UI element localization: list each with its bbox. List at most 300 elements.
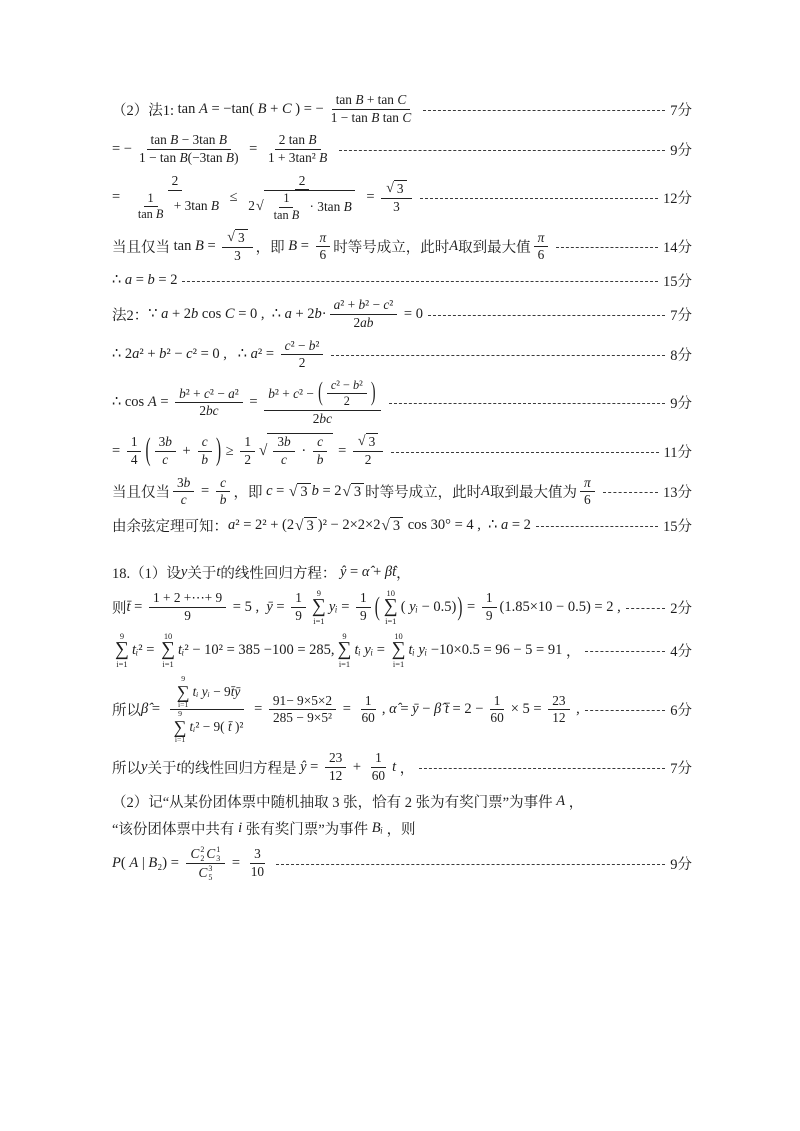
sum-limit: 9 (181, 674, 186, 684)
sigma-icon: ∑ (337, 639, 352, 661)
math-variable: tᵢ (189, 719, 196, 735)
math-run (354, 642, 388, 659)
math-token: 3 (396, 181, 404, 197)
summation (177, 675, 190, 709)
math-variable: t (216, 564, 221, 581)
math-run (500, 599, 621, 616)
math-line (112, 297, 692, 331)
math-token: 1 (375, 750, 382, 766)
dash-leader (585, 651, 665, 652)
fraction (327, 378, 367, 410)
math-variable: b (353, 378, 360, 393)
math-run (170, 238, 219, 255)
math-run (190, 719, 244, 736)
math-document (112, 86, 692, 889)
math-token: 3 (306, 517, 314, 534)
math-token: 1 (283, 191, 290, 206)
math-token: = (250, 701, 266, 718)
score-label: 8分 (670, 348, 692, 365)
math-token: 6 (583, 492, 591, 508)
math-token: 9 (295, 608, 302, 624)
line-content (112, 229, 551, 264)
math-token: 2 (278, 132, 289, 148)
combination-base: C (206, 845, 216, 861)
math-run (313, 411, 332, 428)
math-run (202, 434, 208, 451)
math-variable: b (219, 492, 227, 508)
math-variable: a (250, 346, 258, 363)
math-token: ² (234, 385, 239, 401)
fraction (127, 434, 142, 468)
sqrt (259, 433, 333, 468)
math-token: + (178, 442, 195, 459)
math-token: )² (231, 719, 244, 735)
math-run (553, 793, 569, 810)
math-run (162, 452, 168, 469)
math-token: 2 (298, 172, 306, 188)
math-run (148, 191, 154, 206)
math-run (404, 517, 531, 534)
math-run (127, 599, 146, 616)
math-token: − 9 (209, 683, 231, 699)
math-variable: A (129, 855, 139, 872)
radical-icon: √ (227, 229, 235, 245)
math-line (112, 475, 692, 509)
math-variable: π (583, 474, 591, 490)
math-variable: b (358, 297, 366, 313)
math-token: 2 (353, 315, 361, 331)
math-token: = 5 , (229, 599, 267, 616)
fraction (313, 434, 328, 468)
math-variable: c (201, 433, 208, 449)
math-token: ² (389, 297, 394, 313)
fraction (486, 693, 507, 727)
dash-leader (585, 710, 665, 711)
math-token: = (203, 238, 220, 255)
line-content (112, 338, 326, 372)
score-label: 7分 (670, 308, 692, 325)
math-token: + (369, 564, 385, 581)
math-run (299, 173, 306, 190)
math-variable: a (228, 385, 235, 401)
math-token: ² − 10² = 385 −100 = 285, (184, 642, 335, 659)
math-run (281, 452, 287, 469)
math-token: + (363, 92, 378, 107)
math-variable: t̄ (444, 701, 449, 718)
math-variable: yᵢ (364, 642, 374, 659)
summation (312, 589, 326, 626)
math-token: 3 (158, 433, 166, 449)
text-run: 取到最大值为 (489, 485, 577, 502)
math-run (336, 564, 396, 581)
math-variable: c (266, 483, 273, 500)
text-run: ， (396, 566, 411, 583)
math-line (112, 515, 692, 536)
text-run: 当且仅当 (112, 485, 170, 502)
numerator (127, 434, 142, 452)
math-token: ² − (336, 378, 354, 393)
combination-scripts (216, 845, 220, 863)
math-token: · (321, 306, 327, 323)
combination-superscript: 3 (208, 864, 213, 874)
math-variable: a (161, 306, 169, 323)
line-content (112, 818, 416, 839)
score-label: 2分 (670, 601, 692, 618)
math-variable: ab (360, 315, 374, 331)
math-token: · 3 (306, 198, 324, 214)
fraction (167, 675, 248, 744)
math-token: tan (231, 100, 250, 117)
math-run (365, 452, 372, 469)
math-variable: c (330, 378, 337, 393)
math-variable: yᵢ (328, 599, 338, 616)
math-token: ) (234, 150, 239, 166)
math-variable: yᵢ (409, 599, 418, 616)
math-token: = (334, 442, 350, 459)
denominator (389, 199, 404, 216)
math-token: ∵ (148, 306, 162, 323)
numerator (240, 434, 255, 452)
math-variable: B (170, 132, 179, 148)
math-token: ² = 2² + (2 (235, 517, 295, 534)
line-content (112, 589, 621, 626)
math-run (312, 483, 342, 500)
math-run (112, 394, 172, 411)
math-variable: B (210, 198, 220, 214)
math-token: 2 (298, 355, 306, 371)
score-label: 4分 (670, 644, 692, 661)
denominator (247, 864, 268, 881)
summation (161, 632, 175, 669)
summation (338, 632, 352, 669)
math-variable: B (308, 132, 317, 148)
math-run (250, 701, 265, 718)
fraction (281, 338, 324, 372)
math-variable: a (333, 297, 341, 313)
math-run (317, 434, 323, 451)
math-token: 3 (353, 483, 362, 500)
math-run (246, 141, 261, 158)
math-variable: A (449, 238, 459, 255)
numerator (381, 180, 411, 199)
math-token: = (373, 642, 389, 659)
math-variable: c (180, 492, 187, 508)
math-run (573, 701, 580, 718)
math-run (238, 230, 245, 247)
math-token: tan (137, 207, 153, 222)
math-token: ² (359, 378, 363, 393)
math-run (131, 434, 138, 451)
math-run (334, 297, 394, 314)
math-run (234, 248, 241, 265)
math-run (320, 230, 327, 247)
math-variable: π (537, 229, 545, 245)
math-token: = (112, 189, 124, 206)
sigma-icon: ∑ (311, 596, 326, 618)
sqrt (381, 517, 403, 535)
math-token: ² − (209, 385, 229, 401)
math-run (372, 768, 385, 785)
sum-limit: 10 (163, 632, 173, 642)
denominator (358, 710, 379, 727)
math-token: 3 (234, 247, 241, 263)
math-run (112, 346, 278, 363)
math-token: 1 (147, 190, 154, 205)
math-variable: t̄ (126, 599, 131, 616)
fraction (327, 92, 416, 126)
dash-leader (339, 150, 665, 151)
math-variable: B (194, 238, 204, 255)
math-run (172, 173, 179, 190)
math-token: 1 − (330, 109, 352, 125)
math-run (220, 475, 226, 492)
math-token: = (463, 599, 479, 616)
denominator (127, 452, 142, 469)
dash-leader (603, 492, 658, 493)
fraction (197, 434, 212, 468)
math-token: = (197, 483, 213, 500)
fraction (325, 750, 346, 784)
math-token: , (381, 701, 390, 718)
big-paren: ( (374, 592, 380, 622)
math-run (181, 492, 187, 509)
denominator (368, 768, 389, 785)
math-run (178, 642, 334, 659)
math-token: tan (150, 132, 167, 148)
summation (174, 710, 187, 744)
denominator (167, 710, 248, 744)
math-token: × 5 = (510, 701, 546, 718)
math-token: 3 (368, 434, 376, 450)
math-token: + 2 (168, 306, 192, 323)
math-token: ² + (274, 385, 294, 401)
fraction (149, 590, 226, 624)
sum-limit: i=1 (162, 659, 174, 669)
math-token: = 2 (154, 272, 178, 289)
math-token: tan (199, 132, 216, 148)
score-label: 15分 (663, 519, 692, 536)
math-run (193, 684, 241, 701)
math-token: 23 (328, 750, 343, 766)
sum-limit: 9 (178, 709, 183, 719)
math-variable: B (371, 109, 380, 125)
math-token: 3 (237, 230, 245, 246)
math-run (228, 517, 294, 534)
denominator (195, 403, 222, 420)
math-token: ² − (166, 346, 187, 363)
math-variable: B (179, 150, 188, 166)
text-run: 由余弦定理可知： (112, 519, 228, 536)
math-run (151, 132, 227, 149)
numerator (371, 750, 386, 768)
math-variable: C (397, 92, 407, 107)
math-token: + (266, 100, 282, 117)
math-run (538, 230, 545, 247)
math-variable: t̄ȳ (230, 683, 241, 699)
math-token: tan (206, 150, 223, 166)
math-token: ² + (139, 346, 160, 363)
math-token: 1 (295, 590, 302, 606)
denominator (158, 452, 172, 469)
math-token: − 0.5) (417, 599, 457, 616)
score-label: 9分 (670, 857, 692, 874)
dash-leader (420, 198, 658, 199)
math-variable: ŷ (300, 759, 307, 776)
math-run (511, 701, 545, 718)
sum-limit: i=1 (392, 659, 405, 669)
math-token: = 0 , ∴ (234, 306, 285, 323)
combination-symbol (206, 845, 220, 863)
sum-limit: i=1 (313, 616, 325, 626)
text-run: ， (568, 794, 584, 811)
math-token: ≤ (226, 189, 242, 206)
math-variable: B (155, 207, 164, 222)
fraction (291, 590, 306, 624)
math-token: 9 (184, 608, 191, 624)
math-run (463, 599, 478, 616)
math-token: = (148, 701, 164, 718)
score-label: 9分 (670, 143, 692, 160)
math-token: tan (191, 198, 208, 214)
math-variable: β̂t (384, 564, 397, 581)
math-run (254, 846, 261, 863)
math-run (112, 443, 124, 460)
math-variable: ȳ (266, 599, 273, 616)
math-variable: c (281, 452, 287, 468)
math-run (273, 710, 332, 727)
math-run (283, 191, 289, 206)
sum-limit: i=1 (178, 699, 189, 709)
math-variable: yᵢ (418, 642, 428, 659)
numerator (186, 845, 226, 864)
math-run (334, 443, 349, 460)
math-variable: A (199, 100, 208, 117)
denominator (534, 247, 549, 264)
fraction (269, 693, 336, 727)
math-variable: tᵢ (192, 683, 199, 699)
math-token: tan (159, 150, 177, 166)
math-run (178, 101, 324, 118)
math-variable: A (147, 394, 157, 411)
math-token: ² = (257, 346, 278, 363)
math-token: ) = − (291, 100, 324, 117)
fraction (548, 693, 569, 727)
line-content (112, 173, 415, 223)
math-run (277, 434, 290, 451)
math-run (375, 750, 382, 767)
math-token: 2 (248, 198, 255, 214)
summation (392, 632, 406, 669)
math-run (273, 693, 332, 710)
fraction (356, 590, 371, 624)
math-run (362, 710, 375, 727)
line-content (112, 675, 580, 744)
math-token: − 3 (178, 132, 200, 148)
math-token: 60 (371, 768, 386, 784)
denominator (135, 150, 243, 167)
dash-leader (182, 281, 658, 282)
math-variable: a (501, 517, 509, 534)
line-content (112, 433, 386, 468)
denominator (349, 315, 377, 332)
combination-superscript: 2 (200, 844, 205, 854)
math-token: 1 (493, 692, 501, 708)
math-token: + (349, 759, 365, 776)
text-run: 所以 (112, 703, 141, 720)
math-line (112, 632, 692, 669)
math-line (112, 378, 692, 427)
score-label: 7分 (670, 761, 692, 778)
numerator (332, 92, 411, 110)
math-line (112, 818, 692, 839)
sum-limit: i=1 (385, 616, 397, 626)
radical-icon: √ (386, 181, 394, 196)
math-run (552, 693, 565, 710)
math-variable: ŷ (339, 564, 347, 581)
math-run (336, 92, 407, 109)
math-token: tan (295, 150, 312, 166)
fraction (264, 132, 331, 166)
line-content (112, 378, 384, 427)
numerator (273, 434, 294, 452)
math-run (552, 710, 565, 727)
math-line (112, 562, 692, 583)
fraction (381, 180, 411, 215)
math-run (296, 759, 322, 776)
math-run (318, 517, 381, 534)
math-token: · (297, 443, 310, 460)
denominator (269, 710, 336, 727)
math-line (112, 132, 692, 166)
math-token: 3 (392, 517, 401, 534)
text-run: （2）记“从某份团体票中随机抽取 3 张，恰有 2 张为有奖门票”为事件 (112, 794, 553, 811)
sqrt (289, 483, 311, 501)
math-variable: b (201, 451, 209, 467)
math-token: tan (323, 198, 341, 214)
math-token: 12 (328, 768, 343, 784)
math-run (393, 518, 400, 535)
math-run (353, 315, 373, 332)
math-variable: tᵢ (408, 642, 415, 659)
sum-limit: 9 (316, 589, 321, 599)
math-run (486, 608, 493, 625)
math-run (400, 306, 423, 323)
math-run (317, 452, 324, 469)
sum-limit: 10 (394, 632, 403, 642)
math-run (274, 208, 300, 223)
line-content (112, 750, 414, 784)
score-label: 13分 (663, 485, 692, 502)
text-run: 的线性回归方程： (220, 566, 337, 583)
math-run (177, 475, 190, 492)
radical-icon: √ (255, 198, 264, 214)
math-token: ² + (340, 297, 359, 313)
numerator (534, 230, 549, 248)
math-run (246, 394, 261, 411)
math-variable: a (132, 346, 140, 363)
math-variable: B (291, 207, 300, 222)
text-run: （2）法1: (112, 102, 178, 119)
numerator (198, 434, 212, 452)
math-run (300, 484, 307, 501)
math-token: 1 (130, 433, 138, 449)
math-token: tan (173, 238, 192, 255)
math-run (268, 386, 317, 403)
math-run (131, 452, 138, 469)
math-token: ( (249, 100, 258, 117)
sqrt-body (297, 483, 310, 501)
math-run (201, 452, 208, 469)
